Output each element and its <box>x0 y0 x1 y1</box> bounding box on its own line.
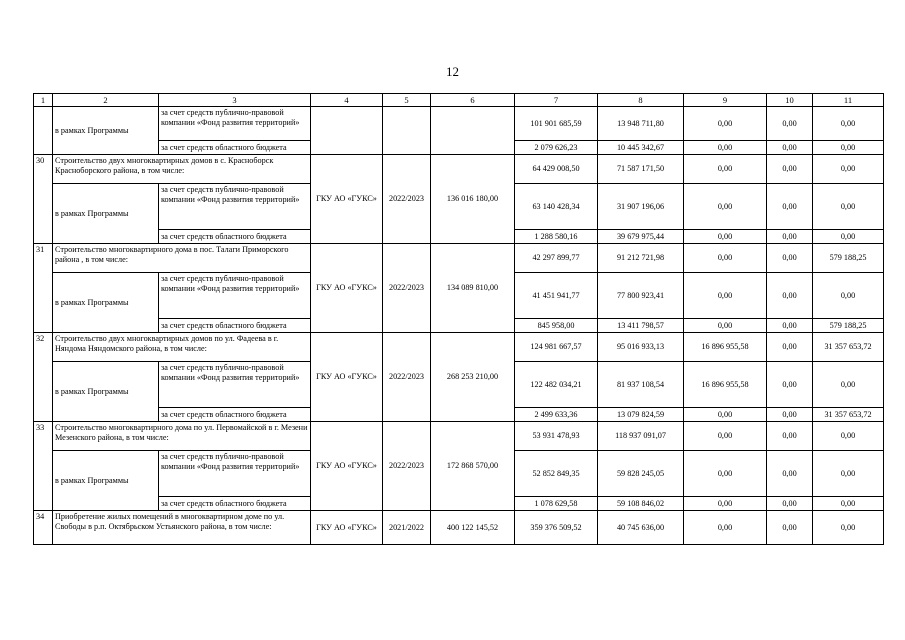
cost-cell: 268 253 210,00 <box>431 333 515 422</box>
funding-source-cell: за счет средств областного бюджета <box>159 497 311 511</box>
table-row <box>34 244 884 273</box>
amount-cell: 39 679 975,44 <box>598 230 684 244</box>
amount-cell: 91 212 721,98 <box>598 244 684 273</box>
amount-cell: 71 587 171,50 <box>598 155 684 184</box>
object-name-cell: Приобретение жилых помещений в многоквартирном доме по ул. Свободы в р.п. Октябрьском Устьянского района, в том числе: <box>53 511 311 545</box>
amount-cell: 52 852 849,35 <box>515 451 598 497</box>
amount-cell: 0,00 <box>684 451 767 497</box>
amount-cell: 64 429 008,50 <box>515 155 598 184</box>
row-index-cell <box>34 107 53 155</box>
column-header: 8 <box>598 94 684 107</box>
row-index-cell: 34 <box>34 511 53 545</box>
funding-source-cell: за счет средств публично-правовой компании «Фонд развития территорий» <box>159 107 311 141</box>
amount-cell: 124 981 667,57 <box>515 333 598 362</box>
cost-cell: 134 089 810,00 <box>431 244 515 333</box>
column-header: 3 <box>159 94 311 107</box>
amount-cell: 118 937 091,07 <box>598 422 684 451</box>
amount-cell: 13 948 711,80 <box>598 107 684 141</box>
amount-cell: 0,00 <box>767 362 813 408</box>
amount-cell: 59 108 846,02 <box>598 497 684 511</box>
table-row <box>34 155 884 184</box>
amount-cell: 0,00 <box>767 230 813 244</box>
years-cell: 2021/2022 <box>383 511 431 545</box>
table-row <box>34 422 884 451</box>
amount-cell: 1 288 580,16 <box>515 230 598 244</box>
column-header: 1 <box>34 94 53 107</box>
amount-cell: 0,00 <box>684 244 767 273</box>
funding-source-cell: за счет средств публично-правовой компании «Фонд развития территорий» <box>159 273 311 319</box>
amount-cell: 0,00 <box>767 107 813 141</box>
customer-cell: ГКУ АО «ГУКС» <box>311 511 383 545</box>
amount-cell: 0,00 <box>813 422 884 451</box>
page-number: 12 <box>446 64 459 79</box>
cost-cell: 136 016 180,00 <box>431 155 515 244</box>
amount-cell: 0,00 <box>813 451 884 497</box>
amount-cell: 1 078 629,58 <box>515 497 598 511</box>
amount-cell: 31 357 653,72 <box>813 408 884 422</box>
amount-cell: 0,00 <box>684 107 767 141</box>
amount-cell: 31 357 653,72 <box>813 333 884 362</box>
amount-cell: 579 188,25 <box>813 244 884 273</box>
amount-cell: 0,00 <box>813 362 884 408</box>
program-label: в рамках Программы <box>53 107 159 155</box>
amount-cell: 42 297 899,77 <box>515 244 598 273</box>
funding-source-cell: за счет средств публично-правовой компании «Фонд развития территорий» <box>159 451 311 497</box>
amount-cell: 0,00 <box>684 319 767 333</box>
amount-cell: 359 376 509,52 <box>515 511 598 545</box>
column-header: 10 <box>767 94 813 107</box>
column-header: 9 <box>684 94 767 107</box>
cost-cell: 172 868 570,00 <box>431 422 515 511</box>
customer-cell <box>311 107 383 155</box>
row-index-cell: 31 <box>34 244 53 333</box>
amount-cell: 63 140 428,34 <box>515 184 598 230</box>
table-row <box>34 107 884 141</box>
customer-cell: ГКУ АО «ГУКС» <box>311 244 383 333</box>
object-name-cell: Строительство многоквартирного дома по ул. Первомайской в г. Мезени Мезенского района, в том числе: <box>53 422 311 451</box>
program-label: в рамках Программы <box>53 273 159 333</box>
funding-source-cell: за счет средств областного бюджета <box>159 408 311 422</box>
amount-cell: 0,00 <box>684 511 767 545</box>
program-label: в рамках Программы <box>53 362 159 422</box>
amount-cell: 0,00 <box>813 511 884 545</box>
amount-cell: 0,00 <box>813 141 884 155</box>
amount-cell: 13 079 824,59 <box>598 408 684 422</box>
amount-cell: 0,00 <box>684 141 767 155</box>
amount-cell: 0,00 <box>767 497 813 511</box>
amount-cell: 0,00 <box>767 511 813 545</box>
amount-cell: 81 937 108,54 <box>598 362 684 408</box>
row-index-cell: 30 <box>34 155 53 244</box>
amount-cell: 2 499 633,36 <box>515 408 598 422</box>
column-header: 6 <box>431 94 515 107</box>
funding-source-cell: за счет средств областного бюджета <box>159 230 311 244</box>
header-row <box>34 94 884 107</box>
amount-cell: 0,00 <box>767 155 813 184</box>
column-header: 5 <box>383 94 431 107</box>
years-cell <box>383 107 431 155</box>
column-header: 7 <box>515 94 598 107</box>
table-row <box>34 333 884 362</box>
amount-cell: 0,00 <box>767 141 813 155</box>
amount-cell: 16 896 955,58 <box>684 333 767 362</box>
amount-cell: 0,00 <box>767 319 813 333</box>
amount-cell: 13 411 798,57 <box>598 319 684 333</box>
row-index-cell: 32 <box>34 333 53 422</box>
amount-cell: 16 896 955,58 <box>684 362 767 408</box>
program-label: в рамках Программы <box>53 184 159 244</box>
column-header: 4 <box>311 94 383 107</box>
amount-cell: 0,00 <box>767 408 813 422</box>
amount-cell: 95 016 933,13 <box>598 333 684 362</box>
amount-cell: 101 901 685,59 <box>515 107 598 141</box>
column-header: 11 <box>813 94 884 107</box>
funding-source-cell: за счет средств публично-правовой компании «Фонд развития территорий» <box>159 184 311 230</box>
table-row <box>34 511 884 545</box>
years-cell: 2022/2023 <box>383 333 431 422</box>
years-cell: 2022/2023 <box>383 244 431 333</box>
object-name-cell: Строительство многоквартирного дома в пос. Талаги Приморского района , в том числе: <box>53 244 311 273</box>
amount-cell: 0,00 <box>684 230 767 244</box>
funding-source-cell: за счет средств областного бюджета <box>159 141 311 155</box>
row-index-cell: 33 <box>34 422 53 511</box>
amount-cell: 0,00 <box>684 422 767 451</box>
amount-cell: 845 958,00 <box>515 319 598 333</box>
amount-cell: 0,00 <box>684 155 767 184</box>
years-cell: 2022/2023 <box>383 155 431 244</box>
amount-cell: 0,00 <box>767 273 813 319</box>
cost-cell: 400 122 145,52 <box>431 511 515 545</box>
amount-cell: 0,00 <box>684 273 767 319</box>
amount-cell: 0,00 <box>767 184 813 230</box>
customer-cell: ГКУ АО «ГУКС» <box>311 422 383 511</box>
amount-cell: 53 931 478,93 <box>515 422 598 451</box>
customer-cell: ГКУ АО «ГУКС» <box>311 155 383 244</box>
amount-cell: 77 800 923,41 <box>598 273 684 319</box>
amount-cell: 0,00 <box>813 155 884 184</box>
amount-cell: 0,00 <box>767 451 813 497</box>
amount-cell: 0,00 <box>767 422 813 451</box>
customer-cell: ГКУ АО «ГУКС» <box>311 333 383 422</box>
amount-cell: 0,00 <box>813 497 884 511</box>
funding-source-cell: за счет средств публично-правовой компании «Фонд развития территорий» <box>159 362 311 408</box>
amount-cell: 579 188,25 <box>813 319 884 333</box>
column-header: 2 <box>53 94 159 107</box>
amount-cell: 0,00 <box>684 408 767 422</box>
program-label: в рамках Программы <box>53 451 159 511</box>
years-cell: 2022/2023 <box>383 422 431 511</box>
amount-cell: 122 482 034,21 <box>515 362 598 408</box>
object-name-cell: Строительство двух многоквартирных домов в с. Красноборск Красноборского района, в том числе: <box>53 155 311 184</box>
amount-cell: 0,00 <box>684 497 767 511</box>
amount-cell: 0,00 <box>767 244 813 273</box>
cost-cell <box>431 107 515 155</box>
amount-cell: 41 451 941,77 <box>515 273 598 319</box>
amount-cell: 31 907 196,06 <box>598 184 684 230</box>
funding-source-cell: за счет средств областного бюджета <box>159 319 311 333</box>
amount-cell: 0,00 <box>684 184 767 230</box>
amount-cell: 0,00 <box>813 107 884 141</box>
amount-cell: 59 828 245,05 <box>598 451 684 497</box>
object-name-cell: Строительство двух многоквартирных домов по ул. Фадеева в г. Няндома Няндомского района, в том числе: <box>53 333 311 362</box>
amount-cell: 0,00 <box>813 230 884 244</box>
amount-cell: 10 445 342,67 <box>598 141 684 155</box>
amount-cell: 0,00 <box>813 273 884 319</box>
amount-cell: 0,00 <box>813 184 884 230</box>
budget-table <box>33 93 884 545</box>
amount-cell: 40 745 636,00 <box>598 511 684 545</box>
amount-cell: 2 079 626,23 <box>515 141 598 155</box>
amount-cell: 0,00 <box>767 333 813 362</box>
